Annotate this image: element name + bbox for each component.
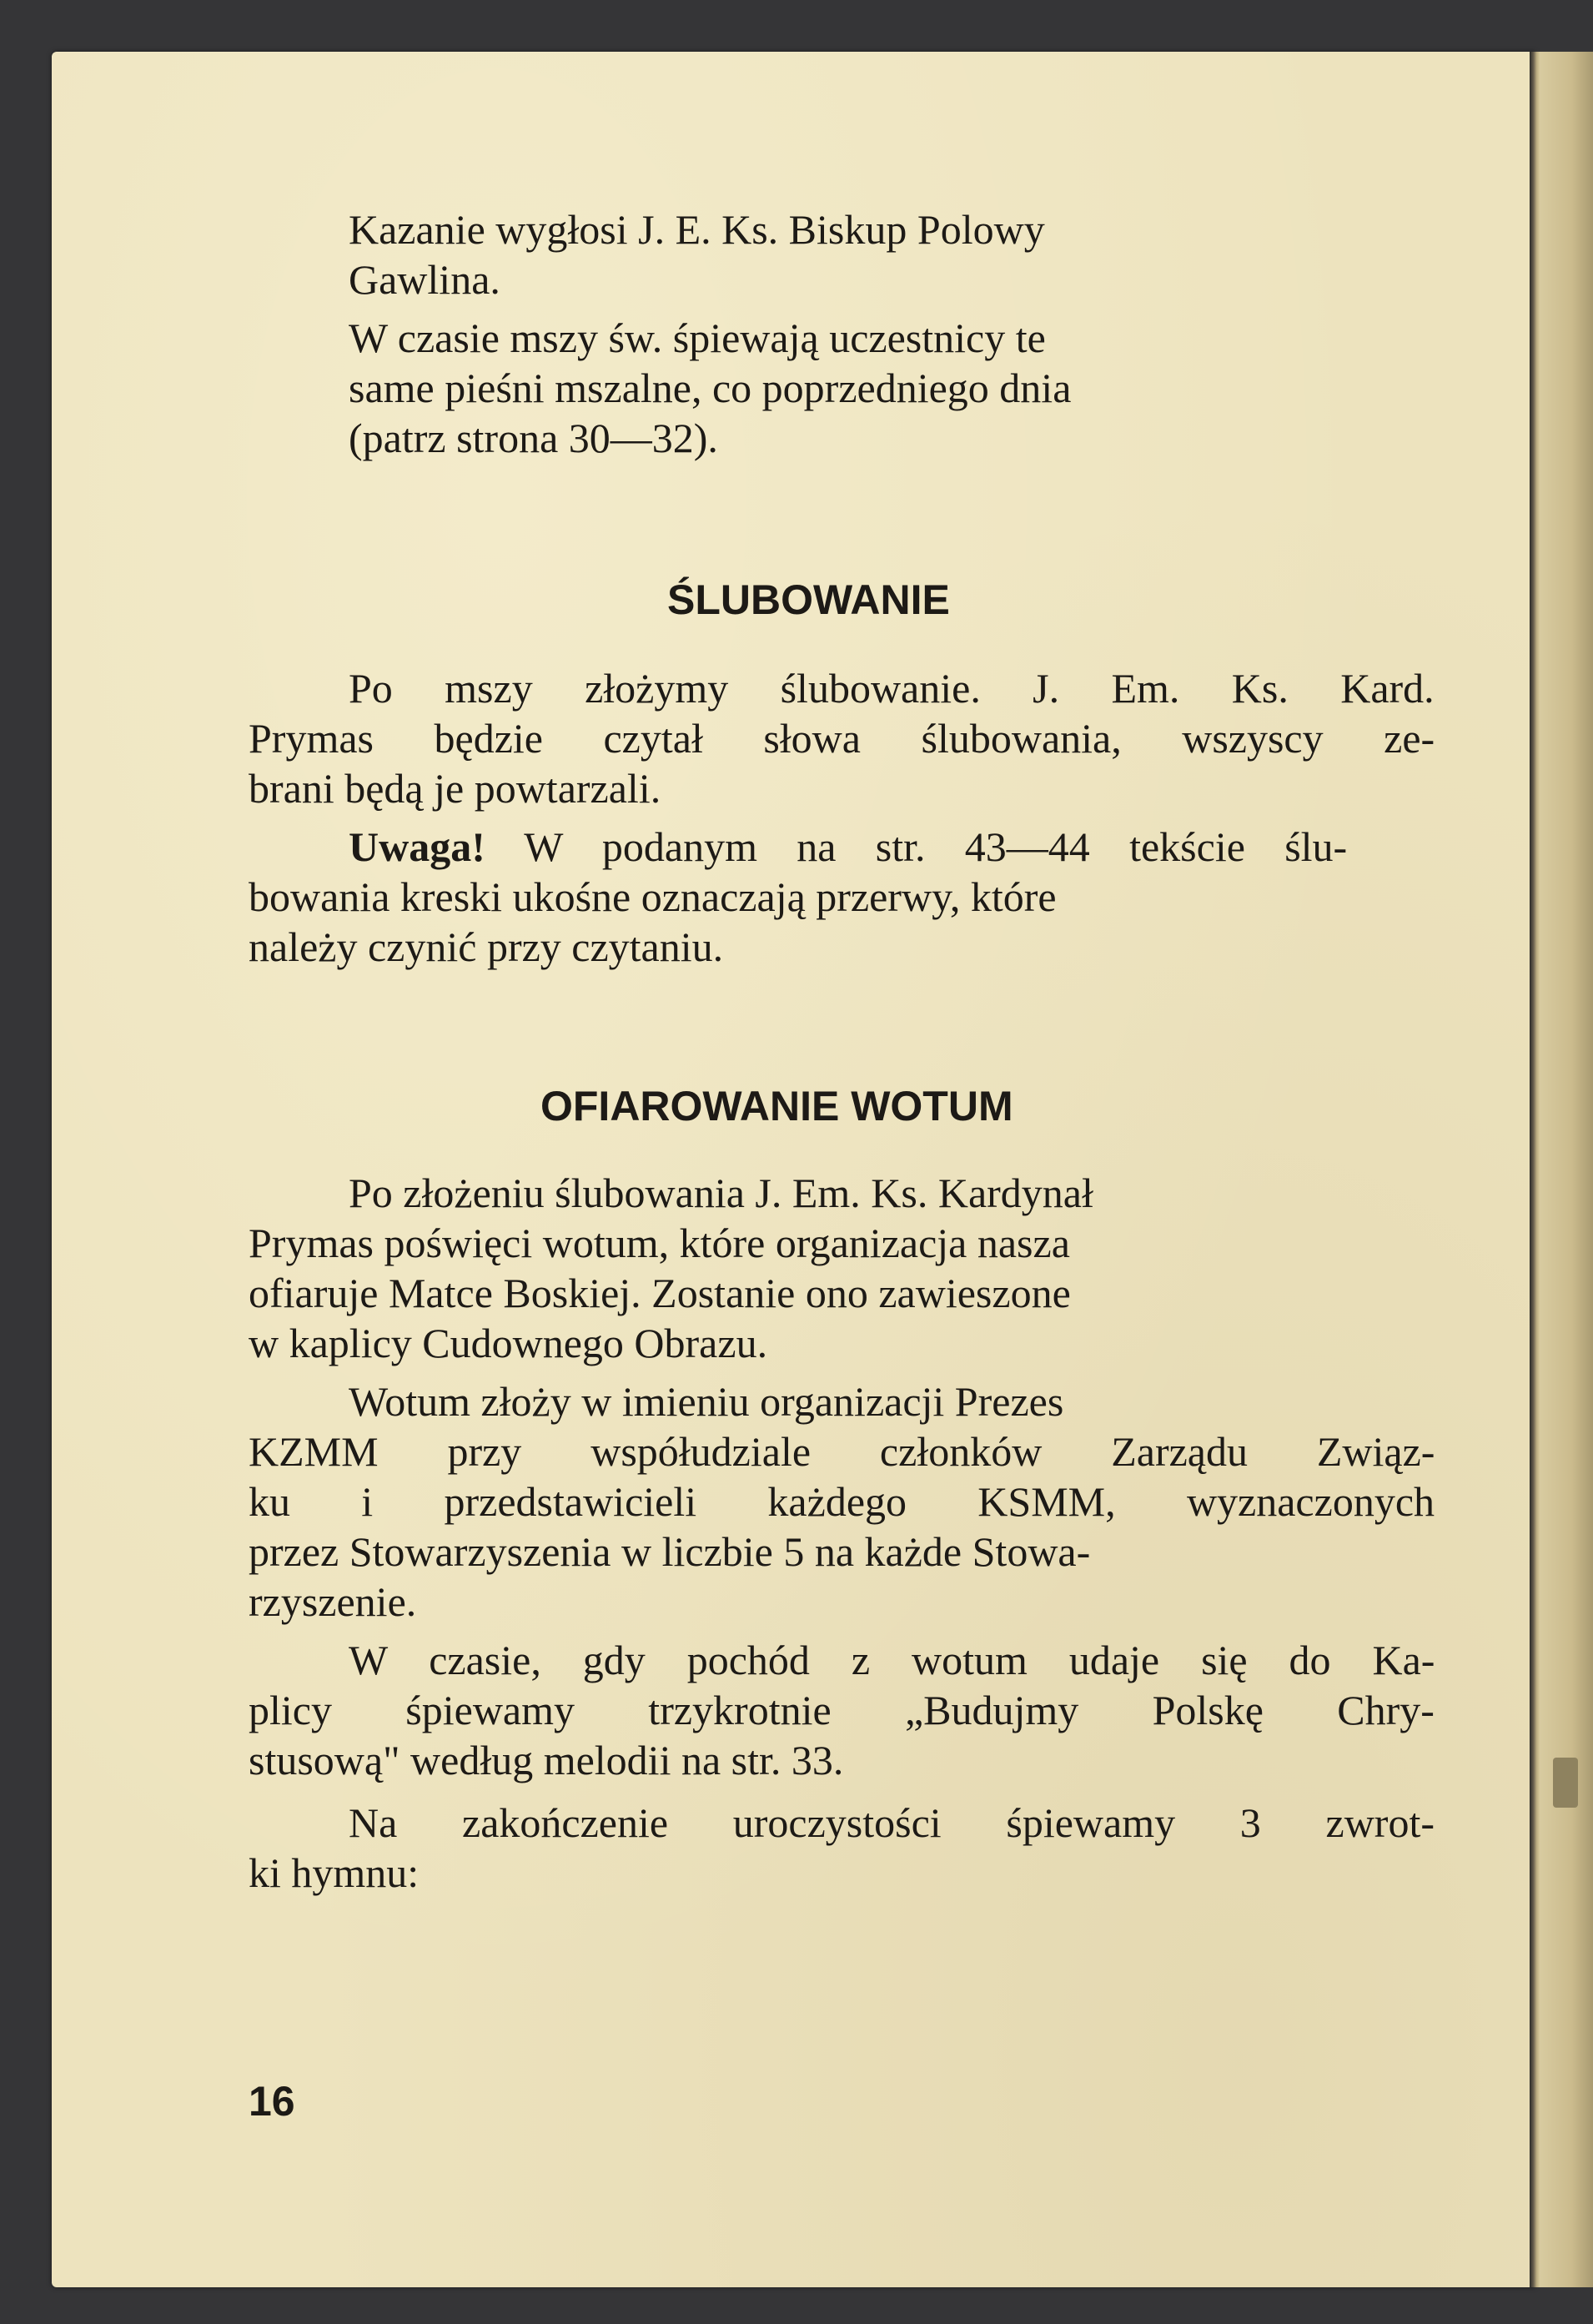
text-line-uwaga: [349, 822, 1347, 872]
text-line: W podanym na str. 43—44 tekście ślu-: [524, 823, 1348, 870]
page-tab: [1553, 1758, 1578, 1808]
uwaga-label: Uwaga!: [349, 823, 485, 870]
section-heading-slubowanie: ŚLUBOWANIE: [667, 576, 950, 623]
text-line: W czasie, gdy pochód z wotum udaje się do Ka-: [349, 1637, 1435, 1683]
text-line: bowania kreski ukośne oznaczają przerwy, które: [249, 873, 1057, 920]
page-gutter: [1530, 52, 1540, 2287]
text-line: Po mszy złożymy ślubowanie. J. Em. Ks. Kard.: [349, 665, 1435, 712]
page-number: 16: [249, 2078, 295, 2125]
next-page-edge: [1540, 52, 1593, 2287]
text-line: brani będą je powtarzali.: [249, 765, 661, 812]
text-line: ki hymnu:: [249, 1849, 420, 1896]
text-line: przez Stowarzyszenia w liczbie 5 na każde Stowa-: [249, 1528, 1091, 1575]
text-line: same pieśni mszalne, co poprzedniego dnia: [349, 365, 1072, 411]
text-line: Po złożeniu ślubowania J. Em. Ks. Kardynał: [349, 1170, 1093, 1216]
text-line: Prymas będzie czytał słowa ślubowania, wszyscy ze-: [249, 715, 1435, 762]
text-line: stusową" według melodii na str. 33.: [249, 1737, 844, 1783]
text-line: ofiaruje Matce Boskiej. Zostanie ono zawieszone: [249, 1270, 1071, 1316]
text-line: plicy śpiewamy trzykrotnie „Budujmy Polskę Chry-: [249, 1687, 1435, 1733]
text-line: W czasie mszy św. śpiewają uczestnicy te: [349, 314, 1046, 361]
text-line: rzyszenie.: [249, 1578, 417, 1625]
text-line: Na zakończenie uroczystości śpiewamy 3 zwrot-: [349, 1799, 1435, 1846]
text-line: Kazanie wygłosi J. E. Ks. Biskup Polowy: [349, 206, 1045, 253]
text-line: ku i przedstawicieli każdego KSMM, wyznaczonych: [249, 1478, 1435, 1525]
text-line: Prymas poświęci wotum, które organizacja nasza: [249, 1220, 1070, 1266]
section-heading-ofiarowanie-wotum: OFIAROWANIE WOTUM: [540, 1083, 1013, 1129]
text-line: Gawlina.: [349, 256, 500, 303]
text-line: (patrz strona 30—32).: [349, 415, 718, 461]
text-line: w kaplicy Cudownego Obrazu.: [249, 1320, 768, 1366]
text-line: Wotum złoży w imieniu organizacji Prezes: [349, 1378, 1064, 1425]
text-line: KZMM przy współudziale członków Zarządu Związ-: [249, 1428, 1435, 1475]
text-line: należy czynić przy czytaniu.: [249, 923, 724, 970]
